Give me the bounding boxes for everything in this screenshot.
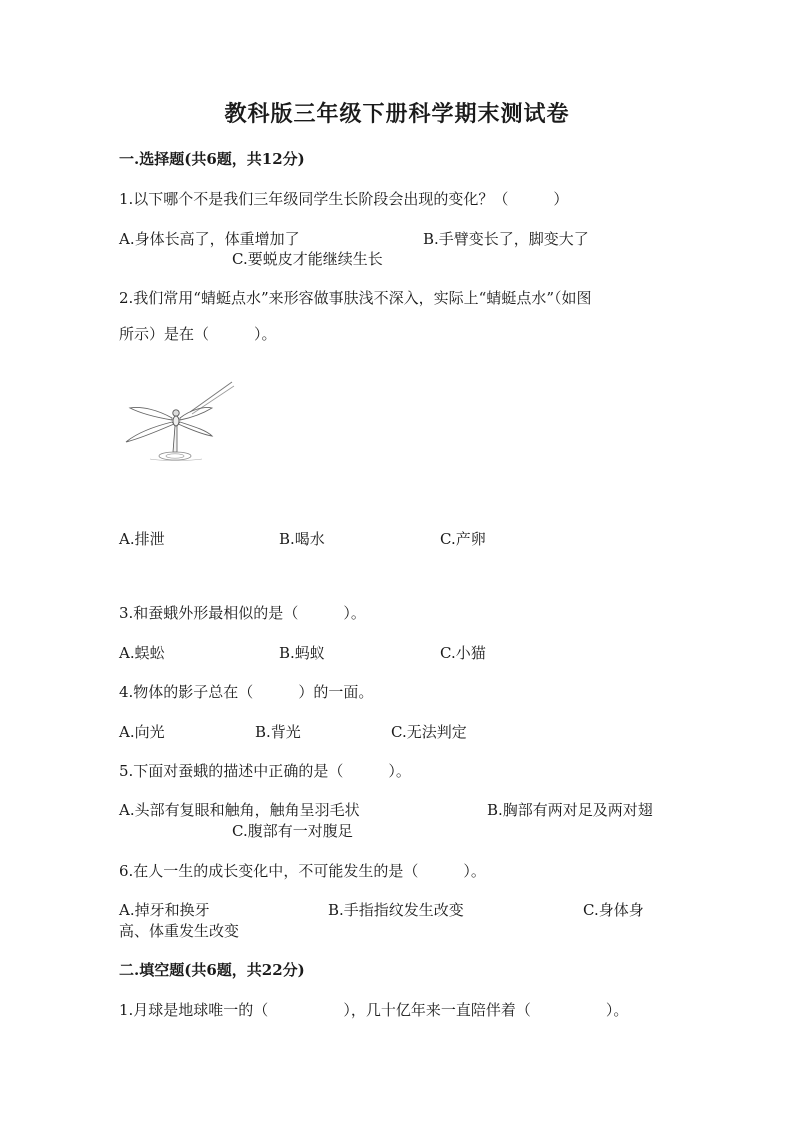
question-2-option-c: C.产卵 xyxy=(440,530,486,548)
section-heading-fill-blank: 二.填空题(共6题，共22分) xyxy=(119,961,305,979)
question-4-option-a: A.向光 xyxy=(119,723,165,741)
question-4-text: 4.物体的影子总在（ ）的一面。 xyxy=(119,683,374,701)
question-4-option-b: B.背光 xyxy=(255,723,301,741)
question-5-text: 5.下面对蚕蛾的描述中正确的是（ ）。 xyxy=(119,762,411,780)
question-4-option-c: C.无法判定 xyxy=(391,723,467,741)
question-6-option-c: C.身体身 xyxy=(583,901,644,919)
question-1-option-c: C.要蜕皮才能继续生长 xyxy=(232,250,383,268)
question-5-option-b: B.胸部有两对足及两对翅 xyxy=(487,801,653,819)
question-6-text: 6.在人一生的成长变化中，不可能发生的是（ ）。 xyxy=(119,862,486,880)
question-6-option-a: A.掉牙和换牙 xyxy=(119,901,210,919)
section-heading-choice: 一.选择题(共6题，共12分) xyxy=(119,150,305,168)
question-2-text-line1: 2.我们常用“蜻蜓点水”来形容做事肤浅不深入，实际上“蜻蜓点水”（如图 xyxy=(119,289,592,307)
question-1-option-b: B.手臂变长了，脚变大了 xyxy=(423,230,589,248)
question-6-option-c-continued: 高、体重发生改变 xyxy=(119,922,240,940)
question-1-text: 1.以下哪个不是我们三年级同学生长阶段会出现的变化？（ ） xyxy=(119,190,569,208)
dragonfly-illustration-icon xyxy=(120,380,235,465)
page-title: 教科版三年级下册科学期末测试卷 xyxy=(224,101,570,127)
question-3-option-c: C.小猫 xyxy=(440,644,486,662)
question-2-text-line2: 所示）是在（ ）。 xyxy=(119,325,277,343)
question-3-option-a: A.蜈蚣 xyxy=(119,644,165,662)
question-3-option-b: B.蚂蚁 xyxy=(279,644,325,662)
fill-question-1-text: 1.月球是地球唯一的（ ），几十亿年来一直陪伴着（ ）。 xyxy=(119,1001,629,1019)
question-5-option-a: A.头部有复眼和触角，触角呈羽毛状 xyxy=(119,801,360,819)
question-5-option-c: C.腹部有一对腹足 xyxy=(232,822,353,840)
question-3-text: 3.和蚕蛾外形最相似的是（ ）。 xyxy=(119,604,366,622)
question-6-option-b: B.手指指纹发生改变 xyxy=(328,901,464,919)
question-2-option-b: B.喝水 xyxy=(279,530,325,548)
question-2-option-a: A.排泄 xyxy=(119,530,165,548)
question-1-option-a: A.身体长高了，体重增加了 xyxy=(119,230,300,248)
